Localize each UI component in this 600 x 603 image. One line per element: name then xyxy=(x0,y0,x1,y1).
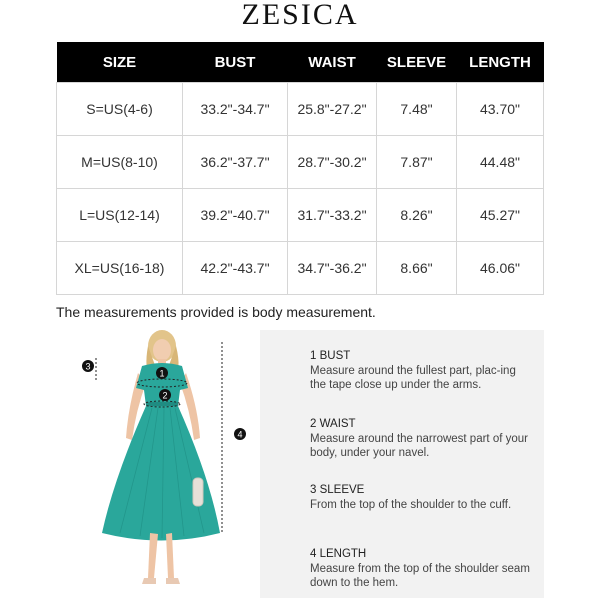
cell-bust: 33.2"-34.7" xyxy=(183,83,288,136)
header-waist: WAIST xyxy=(288,42,377,83)
cell-size: L=US(12-14) xyxy=(57,189,183,242)
table-row xyxy=(57,189,544,242)
cell-waist: 25.8"-27.2" xyxy=(288,83,377,136)
brand-logo: ZESICA xyxy=(241,0,359,31)
guide-heading: 3 SLEEVE xyxy=(310,484,365,496)
measurement-note: The measurements provided is body measurement. xyxy=(56,304,376,320)
table-row xyxy=(57,242,544,295)
size-chart-table xyxy=(56,42,544,295)
cell-sleeve: 7.48" xyxy=(377,83,457,136)
cell-size: M=US(8-10) xyxy=(57,136,183,189)
guide-description: Measure around the fullest part, plac-ing the tape close up under the arms. xyxy=(310,365,516,391)
guide-description: From the top of the shoulder to the cuff. xyxy=(310,499,512,511)
left-shoe xyxy=(142,578,156,584)
handbag xyxy=(193,478,203,506)
right-shoe xyxy=(166,578,180,584)
cell-sleeve: 8.66" xyxy=(377,242,457,295)
cell-sleeve: 8.26" xyxy=(377,189,457,242)
guide-heading: 2 WAIST xyxy=(310,418,356,430)
guide-description: Measure around the narrowest part of your body, under your navel. xyxy=(310,433,528,459)
dress-skirt xyxy=(102,406,220,541)
guide-heading: 1 BUST xyxy=(310,350,351,362)
guide-heading: 4 LENGTH xyxy=(310,548,367,560)
header-length: LENGTH xyxy=(457,42,544,83)
model-illustration xyxy=(70,328,260,598)
cell-length: 45.27" xyxy=(457,189,544,242)
dress-figure xyxy=(70,328,260,598)
cell-waist: 28.7"-30.2" xyxy=(288,136,377,189)
cell-length: 43.70" xyxy=(457,83,544,136)
guide-description: Measure from the top of the shoulder seam down to the hem. xyxy=(310,563,530,589)
header-size: SIZE xyxy=(57,42,183,83)
guide-item-length xyxy=(310,548,530,590)
cell-waist: 34.7"-36.2" xyxy=(288,242,377,295)
table-header-row xyxy=(57,42,544,83)
cell-bust: 36.2"-37.7" xyxy=(183,136,288,189)
cell-size: XL=US(16-18) xyxy=(57,242,183,295)
guide-item-bust xyxy=(310,350,530,392)
header-sleeve: SLEEVE xyxy=(377,42,457,83)
cell-length: 46.06" xyxy=(457,242,544,295)
cell-bust: 42.2"-43.7" xyxy=(183,242,288,295)
table-row xyxy=(57,83,544,136)
face-shape xyxy=(153,339,171,361)
cell-length: 44.48" xyxy=(457,136,544,189)
marker-sleeve-label: 3 xyxy=(85,361,91,372)
guide-item-waist xyxy=(310,418,530,460)
cell-bust: 39.2"-40.7" xyxy=(183,189,288,242)
guide-item-sleeve xyxy=(310,484,530,512)
header-bust: BUST xyxy=(183,42,288,83)
table-row xyxy=(57,136,544,189)
cell-size: S=US(4-6) xyxy=(57,83,183,136)
cell-waist: 31.7"-33.2" xyxy=(288,189,377,242)
marker-bust-label: 1 xyxy=(159,368,165,379)
marker-length-label: 4 xyxy=(237,429,243,440)
measurement-guide-panel xyxy=(260,330,544,598)
marker-waist-label: 2 xyxy=(162,390,168,401)
cell-sleeve: 7.87" xyxy=(377,136,457,189)
